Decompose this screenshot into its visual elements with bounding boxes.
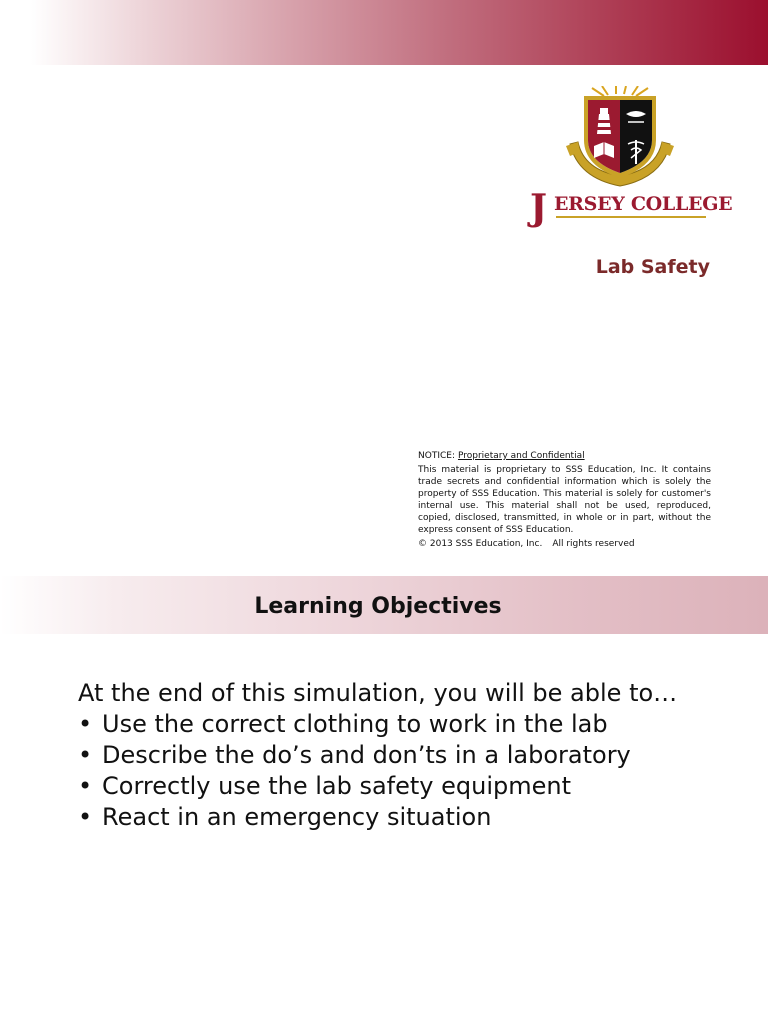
objective-text: Correctly use the lab safety equipment (102, 772, 572, 800)
wordmark-text: ERSEY COLLEGE (554, 193, 733, 215)
notice-copyright (418, 538, 711, 550)
wordmark-initial: J (530, 187, 548, 229)
list-item (78, 802, 698, 833)
objective-text: Describe the do’s and don’ts in a laboratory (102, 741, 631, 769)
copyright-text: © 2013 SSS Education, Inc. (418, 539, 543, 549)
bullet-icon: • (78, 772, 93, 800)
bullet-icon: • (78, 741, 93, 769)
bullet-icon: • (78, 803, 93, 831)
header-gradient-banner (0, 0, 768, 65)
objective-text: React in an emergency situation (102, 803, 492, 831)
rights-text: All rights reserved (552, 539, 635, 549)
college-wordmark-logo (528, 187, 733, 236)
list-item (78, 740, 698, 771)
bullet-icon: • (78, 710, 93, 738)
notice-body: This material is proprietary to SSS Education, Inc. It contains trade secrets and confidential information which is solely the property of SSS Education. This material is solely for customer's internal use. This material shall not be used, reproduced, copied, disclosed, transmitted, in whole or in part, without the express consent of SSS Education. (418, 465, 711, 535)
college-crest-icon (564, 86, 676, 190)
objectives-list (78, 709, 698, 833)
wordmark-gold-rule (556, 216, 706, 218)
notice-heading (418, 450, 711, 462)
deck-title: Lab Safety (595, 256, 710, 278)
objective-text: Use the correct clothing to work in the lab (102, 710, 608, 738)
confidentiality-notice (418, 450, 711, 550)
notice-link-text: Proprietary and Confidential (457, 451, 585, 461)
slide-title: Learning Objectives (254, 594, 502, 619)
list-item (78, 771, 698, 802)
notice-label: NOTICE: (418, 451, 455, 461)
list-item (78, 709, 698, 740)
objectives-block (78, 678, 698, 833)
objectives-intro: At the end of this simulation, you will be able to… (78, 679, 678, 707)
